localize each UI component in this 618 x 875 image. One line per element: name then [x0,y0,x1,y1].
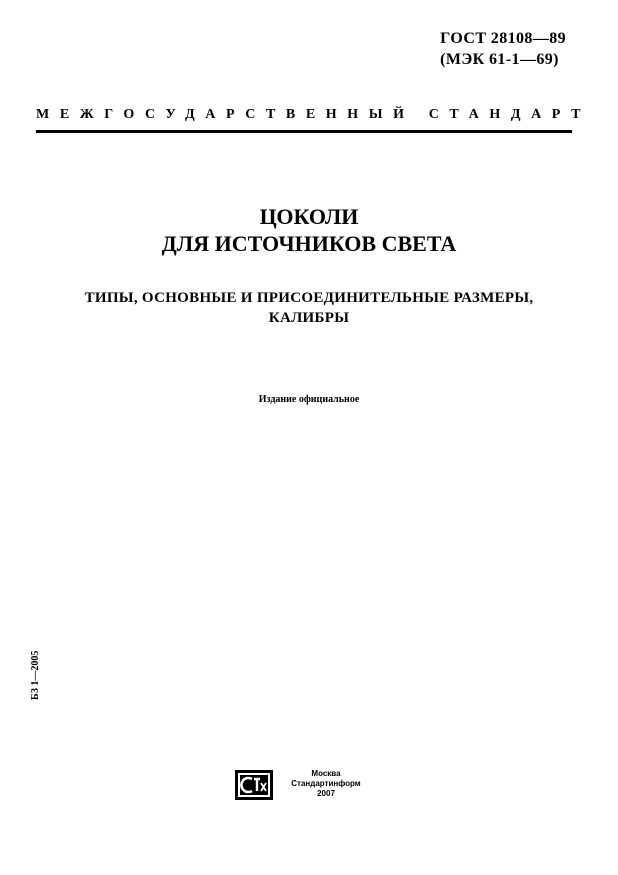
document-title [0,203,618,257]
standard-type-heading: МЕЖГОСУДАРСТВЕННЫЙ СТАНДАРТ [36,107,592,122]
edition-note: Издание официальное [258,394,360,405]
subtitle-line-1: ТИПЫ, ОСНОВНЫЕ И ПРИСОЕДИНИТЕЛЬНЫЕ РАЗМЕРЫ, [84,290,534,306]
publisher-year: 2007 [317,789,335,798]
standard-code-block [440,28,566,70]
standartinform-logo-icon [235,770,273,800]
document-subtitle [0,288,618,328]
iec-number: (МЭК 61-1—69) [440,51,559,68]
publisher-city: Москва [311,769,341,778]
gost-number: ГОСТ 28108—89 [440,30,566,47]
title-line-1: ЦОКОЛИ [259,204,359,229]
subtitle-line-2: КАЛИБРЫ [268,310,350,326]
side-code-label: БЗ 1—2005 [30,650,41,700]
header-divider [36,130,572,133]
title-line-2: ДЛЯ ИСТОЧНИКОВ СВЕТА [161,231,457,256]
publisher-block [282,769,370,799]
publisher-name: Стандартинформ [291,779,361,788]
